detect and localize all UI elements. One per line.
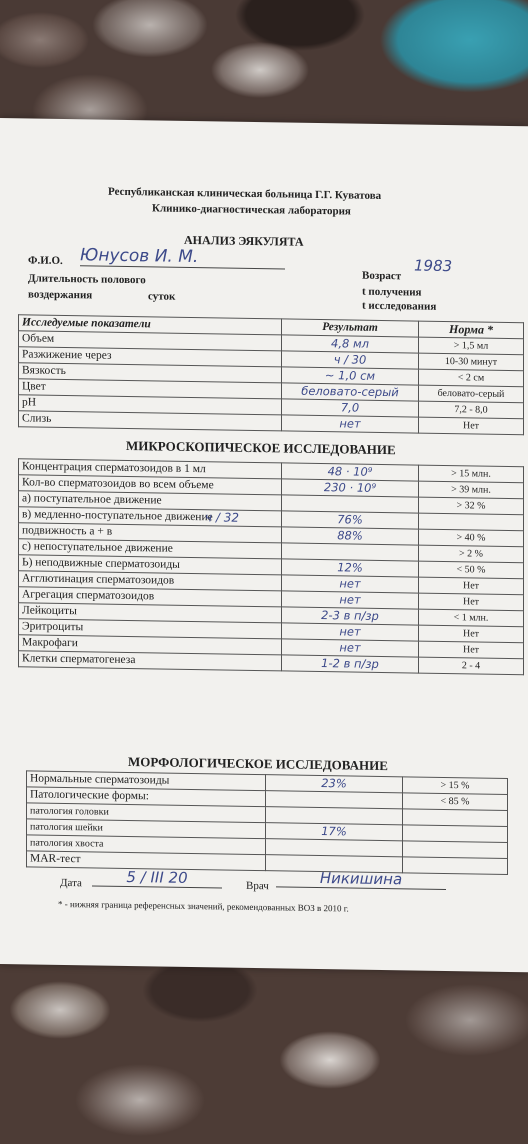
row-result: 17%: [266, 823, 403, 841]
morph-table: [26, 770, 508, 875]
date-value: 5 / III 20: [92, 867, 222, 888]
row-label: Эритроциты: [19, 619, 282, 639]
row-label: в) медленно-поступательное движение: [22, 508, 213, 524]
row-result: нет: [282, 575, 419, 593]
age-label: Возраст: [362, 269, 402, 283]
row-label: Концентрация сперматозоидов в 1 мл: [19, 459, 282, 479]
row-norm: < 2 см: [419, 369, 524, 387]
row-norm: [403, 825, 508, 843]
row-norm: беловато-серый: [419, 385, 524, 403]
row-norm: > 15 %: [403, 777, 508, 795]
row-result: ~ 1,0 см: [282, 367, 419, 385]
row-label: Клетки сперматогенеза: [19, 651, 282, 671]
row-norm: > 2 %: [419, 545, 524, 563]
lab-report-sheet: [0, 118, 528, 972]
abstinence-unit: суток: [148, 290, 176, 303]
row-label: Разжижение через: [19, 347, 282, 367]
row-norm: < 1 млн.: [419, 609, 524, 627]
fio-label: Ф.И.О.: [28, 254, 63, 267]
micro-table: [18, 458, 524, 675]
header-result: Результат: [282, 319, 419, 337]
row-result: нет: [282, 415, 419, 433]
hospital-name: Республиканская клиническая больница Г.Г. Куватова: [108, 185, 382, 202]
row-norm: > 40 %: [419, 529, 524, 547]
row-norm: > 1,5 мл: [419, 337, 524, 355]
footnote: * - нижняя граница референсных значений, рекомендованных ВОЗ в 2010 г.: [58, 898, 349, 914]
row-norm: Нет: [419, 577, 524, 595]
lab-name: Клинико-диагностическая лаборатория: [152, 202, 351, 218]
row-label: патология головки: [27, 803, 266, 823]
row-result: 230 · 10⁹: [282, 479, 419, 497]
row-label: Ь) неподвижные сперматозоиды: [19, 555, 282, 575]
row-result: 48 · 10⁹: [282, 463, 419, 481]
row-norm: > 32 %: [419, 497, 524, 515]
row-result: нет: [282, 591, 419, 609]
row-label: Патологические формы:: [27, 787, 266, 807]
row-label: pH: [19, 395, 282, 415]
abstinence-label-1: Длительность полового: [28, 272, 146, 287]
micro-section-title: МИКРОСКОПИЧЕСКОЕ ИССЛЕДОВАНИЕ: [126, 437, 396, 458]
general-table: [18, 314, 524, 435]
slow-note: ч / 32: [205, 510, 240, 525]
row-label: Макрофаги: [19, 635, 282, 655]
age-value: 1983: [414, 256, 453, 276]
row-norm: [403, 841, 508, 859]
row-label: Лейкоциты: [19, 603, 282, 623]
row-label: Кол-во сперматозоидов во всем объеме: [19, 475, 282, 495]
row-norm: [419, 513, 524, 531]
row-norm: < 85 %: [403, 793, 508, 811]
doctor-label: Врач: [246, 879, 269, 893]
row-label: Агрегация сперматозоидов: [19, 587, 282, 607]
report-title: АНАЛИЗ ЭЯКУЛЯТА: [184, 232, 304, 249]
t-received: t получения: [362, 285, 422, 299]
t-study: t исследования: [362, 299, 437, 313]
row-label: с) непоступательное движение: [19, 539, 282, 559]
row-result: 76%: [282, 511, 419, 529]
row-label: Объем: [19, 331, 282, 351]
row-norm: > 15 млн.: [419, 465, 524, 483]
row-result: нет: [282, 623, 419, 641]
row-label: Слизь: [19, 411, 282, 431]
row-norm: 10-30 минут: [419, 353, 524, 371]
row-label: патология шейки: [27, 819, 266, 839]
morph-section-title: МОРФОЛОГИЧЕСКОЕ ИССЛЕДОВАНИЕ: [128, 754, 388, 774]
row-label: патология хвоста: [27, 835, 266, 855]
row-label: Агглютинация сперматозоидов: [19, 571, 282, 591]
row-label: MAR-тест: [27, 851, 266, 871]
row-norm: Нет: [419, 593, 524, 611]
date-label: Дата: [60, 876, 82, 890]
row-label: Цвет: [19, 379, 282, 399]
header-parameter: Исследуемые показатели: [19, 315, 282, 335]
row-norm: 2 - 4: [419, 657, 524, 675]
doctor-signature: Никишина: [276, 868, 446, 890]
row-norm: Нет: [419, 417, 524, 435]
row-label: Вязкость: [19, 363, 282, 383]
row-result: ч / 30: [282, 351, 419, 369]
fio-value: Юнусов И. М.: [80, 245, 285, 269]
row-result: 7,0: [282, 399, 419, 417]
row-norm: Нет: [419, 625, 524, 643]
row-result: 1-2 в п/зр: [282, 655, 419, 673]
background-fabric-bottom: [0, 950, 528, 1144]
row-norm: > 39 млн.: [419, 481, 524, 499]
abstinence-label-2: воздержания: [28, 288, 93, 302]
row-norm: < 50 %: [419, 561, 524, 579]
row-result: 12%: [282, 559, 419, 577]
row-result: 23%: [266, 775, 403, 793]
row-result: 4,8 мл: [282, 335, 419, 353]
row-result: 2-3 в п/зр: [282, 607, 419, 625]
row-norm: Нет: [419, 641, 524, 659]
row-label: Нормальные сперматозоиды: [27, 771, 266, 791]
row-label: подвижность а + в: [19, 523, 282, 543]
row-label: а) поступательное движение: [19, 491, 282, 511]
row-norm: [403, 809, 508, 827]
header-norm: Норма *: [419, 321, 524, 339]
row-result: 88%: [282, 527, 419, 545]
row-result: нет: [282, 639, 419, 657]
row-result: беловато-серый: [282, 383, 419, 401]
row-norm: 7,2 - 8,0: [419, 401, 524, 419]
